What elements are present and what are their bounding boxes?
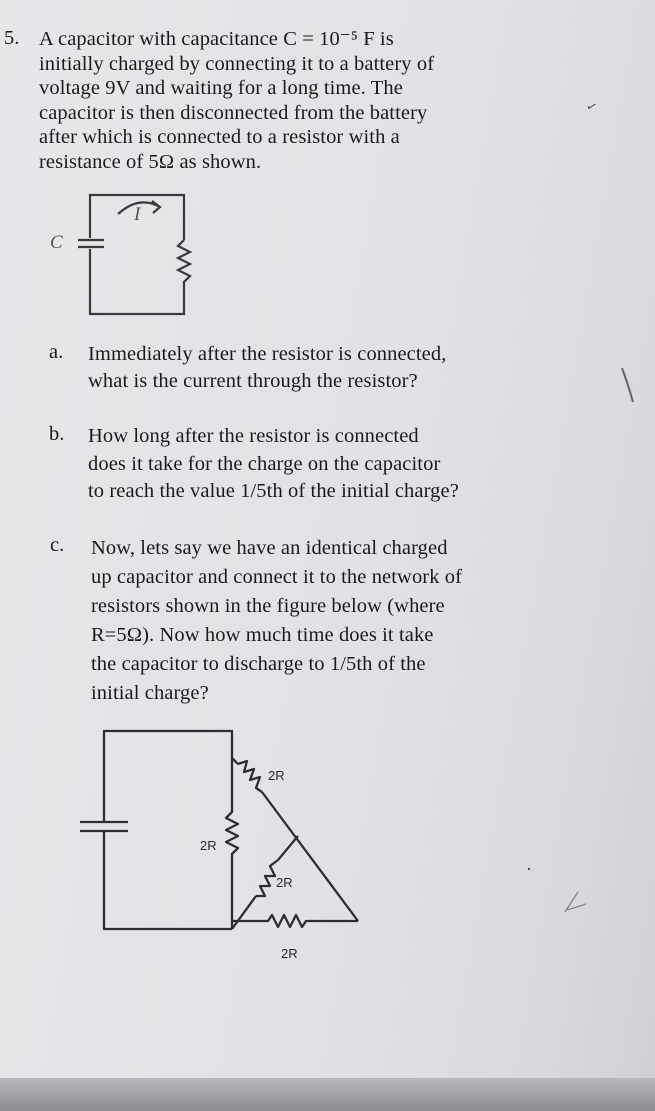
label-top-diagonal: 2R <box>268 768 285 783</box>
part-b-line: How long after the resistor is connected <box>88 425 419 447</box>
intro-line: initially charged by connecting it to a battery of <box>39 52 435 75</box>
part-b-label: b. <box>49 423 65 445</box>
label-bottom: 2R <box>281 946 298 961</box>
intro-line: resistance of 5Ω as shown. <box>39 150 262 173</box>
intro-line: after which is connected to a resistor with a <box>39 126 400 148</box>
current-label: I <box>134 204 141 225</box>
part-c-line: R=5Ω). Now how much time does it take <box>91 624 434 646</box>
part-b-line: to reach the value 1/5th of the initial charge? <box>88 480 459 502</box>
intro-line: A capacitor with capacitance C = 10⁻⁵ F is <box>39 28 394 50</box>
part-a-line: Immediately after the resistor is connected, <box>88 343 447 365</box>
label-left-vertical: 2R <box>200 838 217 853</box>
pencil-scribble-mark <box>565 892 586 912</box>
capacitor-label: C <box>50 232 63 253</box>
intro-line: voltage 9V and waiting for a long time. The <box>39 77 403 99</box>
part-a-line: what is the current through the resistor? <box>88 370 418 392</box>
pencil-stroke-mark <box>622 368 633 402</box>
part-c-line: the capacitor to discharge to 1/5th of the <box>91 653 426 675</box>
part-c-line: Now, lets say we have an identical charged <box>91 537 448 559</box>
checkmark-icon: ✓ <box>583 98 600 117</box>
part-a-label: a. <box>49 341 64 363</box>
part-b-line: does it take for the charge on the capacitor <box>88 452 441 475</box>
paper-bottom-edge <box>0 1078 655 1111</box>
pencil-dot-mark <box>528 868 530 870</box>
intro-line: capacitor is then disconnected from the battery <box>39 101 428 124</box>
part-c-label: c. <box>50 534 65 556</box>
label-inner-diagonal: 2R <box>276 875 293 890</box>
problem-number: 5. <box>4 27 20 49</box>
part-c-line: resistors shown in the figure below (where <box>91 595 445 617</box>
part-c-line: up capacitor and connect it to the network of <box>91 566 463 588</box>
part-c-line: initial charge? <box>91 682 209 704</box>
